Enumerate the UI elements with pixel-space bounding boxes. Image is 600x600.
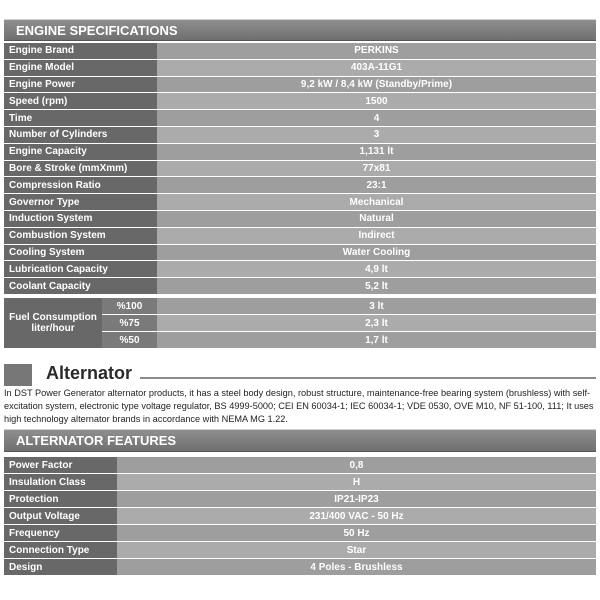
spec-value: 4: [157, 110, 596, 126]
spec-value: Indirect: [157, 228, 596, 244]
table-row: [4, 245, 596, 261]
table-row: [4, 194, 596, 210]
spec-value: 50 Hz: [117, 525, 596, 541]
spec-value: 4,9 lt: [157, 261, 596, 277]
spec-value: Star: [117, 542, 596, 558]
alternator-features-table: [4, 456, 596, 576]
table-row: [4, 228, 596, 244]
spec-value: 231/400 VAC - 50 Hz: [117, 508, 596, 524]
table-row: [4, 542, 596, 558]
spec-label: Combustion System: [4, 228, 157, 244]
spec-value: 403A-11G1: [157, 60, 596, 76]
spec-label: Connection Type: [4, 542, 117, 558]
spec-value: Water Cooling: [157, 245, 596, 261]
fuel-load-label: %50: [102, 332, 157, 348]
table-row: [4, 110, 596, 126]
spec-value: IP21-IP23: [117, 491, 596, 507]
table-row: [4, 43, 596, 59]
alternator-description: In DST Power Generator alternator products, it has a steel body design, robust structure, maintenance-free bearing system (brushless) with self-excitation system, electronic type voltage regulator, BS 4999-5000; CEI EN 60034-1; IEC 60034-1; VDE 0530, OVE M10, NF 51-100, 111; It uses high technology alternator brands in accordance with NEMA MG 1.22.: [4, 388, 594, 424]
table-row: [4, 474, 596, 490]
spec-value: PERKINS: [157, 43, 596, 59]
alternator-title: Alternator: [46, 363, 133, 383]
spec-label: Insulation Class: [4, 474, 117, 490]
spec-value: 5,2 lt: [157, 278, 596, 294]
alternator-title-rule: [140, 377, 596, 379]
engine-specifications-title: ENGINE SPECIFICATIONS: [16, 22, 178, 38]
spec-value: 77x81: [157, 161, 596, 177]
spec-label: Speed (rpm): [4, 93, 157, 109]
table-row: [4, 211, 596, 227]
spec-label: Design: [4, 559, 117, 575]
spec-label: Coolant Capacity: [4, 278, 157, 294]
table-row: [4, 60, 596, 76]
spec-label: Cooling System: [4, 245, 157, 261]
table-row: [4, 559, 596, 575]
spec-label: Frequency: [4, 525, 117, 541]
alternator-features-title: ALTERNATOR FEATURES: [16, 433, 177, 448]
spec-label: Lubrication Capacity: [4, 261, 157, 277]
spec-label: Governor Type: [4, 194, 157, 210]
spec-label: Output Voltage: [4, 508, 117, 524]
table-row: [4, 525, 596, 541]
spec-label: Engine Capacity: [4, 144, 157, 160]
fuel-value: 3 lt: [157, 298, 596, 314]
table-row: [4, 161, 596, 177]
fuel-load-label: %75: [102, 315, 157, 331]
spec-value: 9,2 kW / 8,4 kW (Standby/Prime): [157, 77, 596, 93]
spec-value: 3: [157, 127, 596, 143]
fuel-value: 2,3 lt: [157, 315, 596, 331]
table-row: [4, 127, 596, 143]
spec-label: Protection: [4, 491, 117, 507]
spec-label: Compression Ratio: [4, 177, 157, 193]
table-row: [4, 144, 596, 160]
table-row: [4, 177, 596, 193]
spec-label: Engine Model: [4, 60, 157, 76]
spec-value: Mechanical: [157, 194, 596, 210]
alternator-features-header: [4, 429, 596, 452]
table-row: [4, 77, 596, 93]
spec-value: 23:1: [157, 177, 596, 193]
spec-label: Time: [4, 110, 157, 126]
table-row: [4, 491, 596, 507]
table-row: [4, 93, 596, 109]
spec-label: Engine Power: [4, 77, 157, 93]
alternator-title-accent-bar: [4, 364, 32, 386]
table-row: [4, 457, 596, 473]
fuel-consumption-table: [4, 297, 596, 349]
spec-value: 0,8: [117, 457, 596, 473]
spec-label: Bore & Stroke (mmXmm): [4, 161, 157, 177]
table-row: [4, 278, 596, 294]
spec-value: 1,131 lt: [157, 144, 596, 160]
fuel-value: 1,7 lt: [157, 332, 596, 348]
engine-specifications-table: [4, 42, 596, 295]
spec-label: Induction System: [4, 211, 157, 227]
spec-value: H: [117, 474, 596, 490]
fuel-consumption-label: Fuel Consumption liter/hour: [4, 298, 102, 348]
spec-label: Engine Brand: [4, 43, 157, 59]
engine-specifications-header: [4, 19, 596, 41]
spec-value: 1500: [157, 93, 596, 109]
spec-value: Natural: [157, 211, 596, 227]
spec-label: Power Factor: [4, 457, 117, 473]
fuel-row: [4, 298, 596, 314]
spec-value: 4 Poles - Brushless: [117, 559, 596, 575]
spec-label: Number of Cylinders: [4, 127, 157, 143]
fuel-load-label: %100: [102, 298, 157, 314]
table-row: [4, 508, 596, 524]
table-row: [4, 261, 596, 277]
